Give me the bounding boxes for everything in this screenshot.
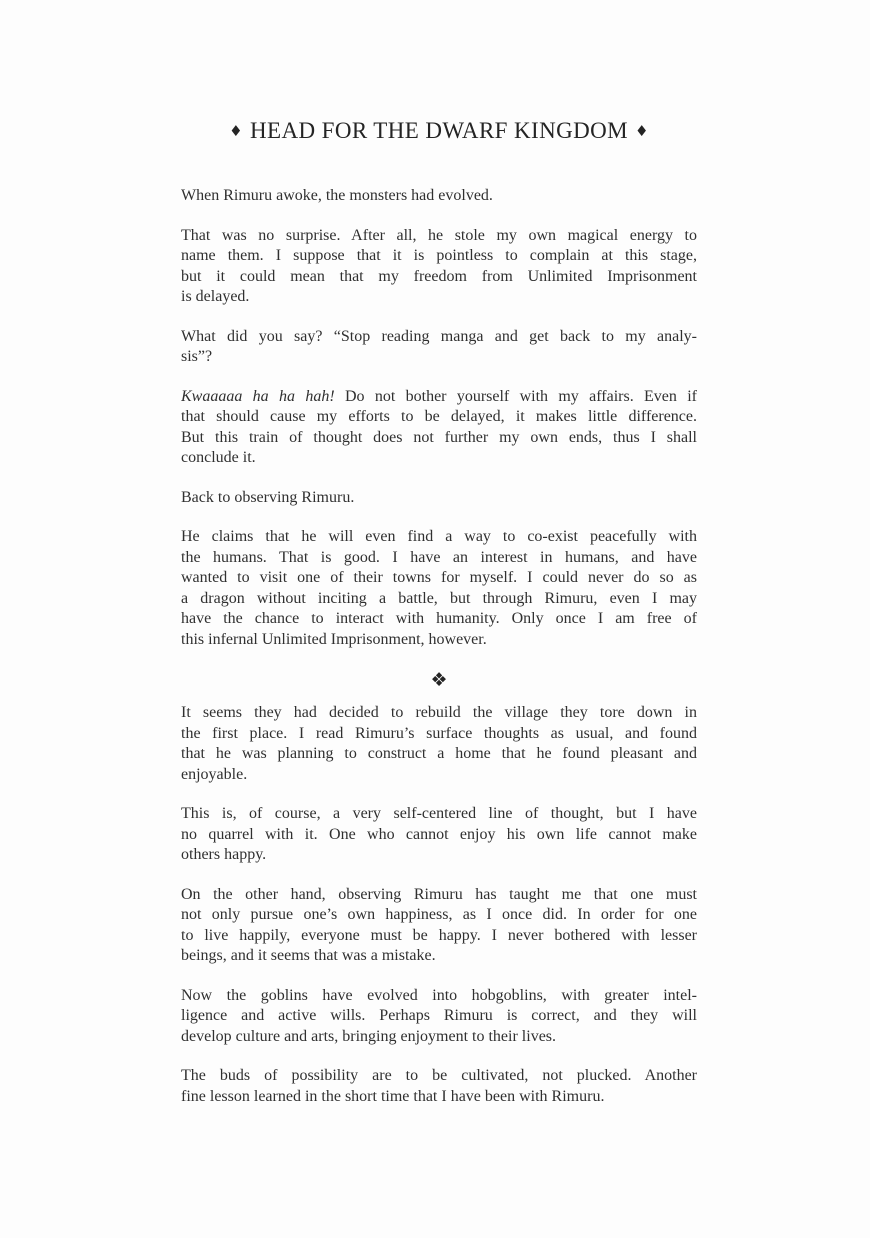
text-line: a dragon without inciting a battle, but through Rimuru, even I may bbox=[181, 589, 697, 607]
diamond-icon-right: ♦ bbox=[634, 122, 649, 140]
text-line: no quarrel with it. One who cannot enjoy his own life cannot make bbox=[181, 825, 697, 843]
text-line: develop culture and arts, bringing enjoyment to their lives. bbox=[181, 1027, 557, 1045]
text-line: beings, and it seems that was a mistake. bbox=[181, 947, 436, 964]
diamond-icon-left: ♦ bbox=[229, 122, 243, 140]
paragraph bbox=[181, 986, 697, 1048]
paragraph bbox=[181, 186, 697, 207]
text-line: fine lesson learned in the short time that I have been with Rimuru. bbox=[181, 1087, 605, 1105]
text-line: This is, of course, a very self-centered line of thought, but I have bbox=[181, 805, 697, 822]
text-line: The buds of possibility are to be cultivated, not plucked. Another bbox=[181, 1067, 697, 1084]
paragraph bbox=[181, 226, 697, 308]
text-line: enjoyable. bbox=[181, 765, 248, 783]
text-line: conclude it. bbox=[181, 449, 256, 466]
text-line: It seems they had decided to rebuild the village they tore down in bbox=[181, 704, 697, 721]
paragraph bbox=[181, 387, 697, 469]
text-line: to live happily, everyone must be happy. I never bothered with lesser bbox=[181, 926, 697, 944]
chapter-title bbox=[181, 116, 697, 146]
text-line: That was no surprise. After all, he stole my own magical energy to bbox=[181, 226, 697, 244]
text-line: What did you say? “Stop reading manga and get back to my analy- bbox=[181, 327, 697, 345]
text-line: this infernal Unlimited Imprisonment, however. bbox=[181, 630, 487, 648]
text-line: Back to observing Rimuru. bbox=[181, 488, 355, 506]
paragraph bbox=[181, 804, 697, 866]
text-line: Now the goblins have evolved into hobgoblins, with greater intel- bbox=[181, 986, 697, 1004]
text-line: that he was planning to construct a home that he found pleasant and bbox=[181, 745, 697, 762]
text-line: ligence and active wills. Perhaps Rimuru is correct, and they will bbox=[181, 1007, 697, 1024]
text-line: have the chance to interact with humanity. Only once I am free of bbox=[181, 610, 697, 627]
text-line: When Rimuru awoke, the monsters had evolved. bbox=[181, 187, 493, 204]
body-text bbox=[181, 186, 697, 1107]
text-line: that should cause my efforts to be delayed, it makes little difference. bbox=[181, 408, 697, 425]
text-line: others happy. bbox=[181, 846, 267, 863]
text-line: name them. I suppose that it is pointless to complain at this stage, bbox=[181, 247, 697, 264]
text-line: is delayed. bbox=[181, 288, 250, 305]
text-line: not only pursue one’s own happiness, as I once did. In order for one bbox=[181, 906, 697, 923]
text-line: the humans. That is good. I have an interest in humans, and have bbox=[181, 548, 697, 566]
section-divider-icon: ❖ bbox=[430, 669, 448, 691]
text-line: but it could mean that my freedom from Unlimited Imprisonment bbox=[181, 267, 697, 285]
text-line: But this train of thought does not further my own ends, thus I shall bbox=[181, 428, 697, 446]
paragraph bbox=[181, 327, 697, 368]
paragraph bbox=[181, 703, 697, 785]
text-line: wanted to visit one of their towns for myself. I could never do so as bbox=[181, 569, 697, 586]
paragraph bbox=[181, 1066, 697, 1107]
chapter-title-text: HEAD FOR THE DWARF KINGDOM bbox=[250, 118, 628, 143]
text-line: He claims that he will even find a way to co-exist peacefully with bbox=[181, 528, 697, 545]
paragraph bbox=[181, 488, 697, 509]
text-line: Kwaaaaa ha ha hah! Do not bother yourself with my affairs. Even if bbox=[181, 387, 697, 405]
text-line: On the other hand, observing Rimuru has taught me that one must bbox=[181, 885, 697, 903]
paragraph bbox=[181, 885, 697, 967]
text-line: sis”? bbox=[181, 348, 213, 365]
paragraph bbox=[181, 527, 697, 650]
text-line: the first place. I read Rimuru’s surface thoughts as usual, and found bbox=[181, 724, 697, 742]
